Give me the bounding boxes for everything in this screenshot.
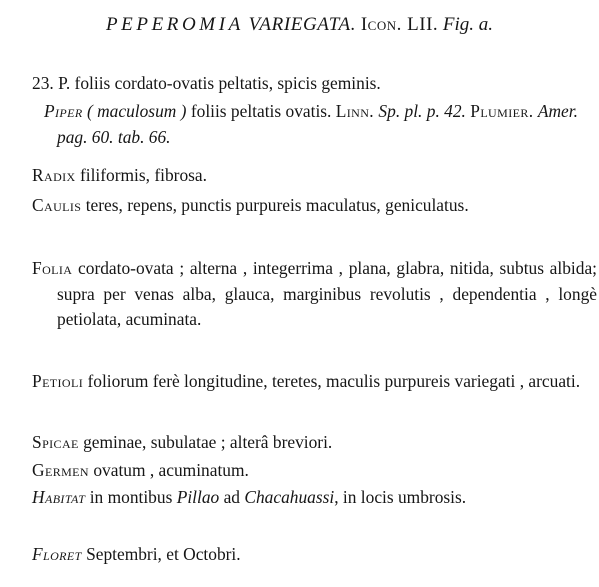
synonym-epithet: ( maculosum ): [86, 101, 187, 121]
radix-text: filiformis, fibrosa.: [79, 165, 207, 185]
synonym-reference: Sp. pl.: [378, 101, 423, 121]
radix-entry: [32, 163, 597, 189]
germen-entry: [32, 458, 597, 484]
synonym-reference-2: Amer. pag. 60. tab. 66.: [57, 101, 578, 147]
radix-term: Radix: [32, 165, 76, 185]
genus-name: PEPEROMIA: [105, 14, 244, 35]
synonym-author-2: Plumier.: [470, 101, 534, 121]
germen-term: Germen: [32, 460, 89, 480]
habitat-text-1: in montibus: [89, 487, 173, 507]
petioli-entry: [32, 369, 597, 395]
folia-entry: [32, 256, 597, 333]
habitat-entry: [32, 485, 597, 511]
caulis-text: teres, repens, punctis purpureis maculatus, geniculatus.: [85, 195, 469, 215]
synonym-page: p. 42.: [426, 101, 466, 121]
habitat-place-1: Pillao: [176, 487, 220, 507]
caulis-entry: [32, 193, 597, 219]
spicae-text: geminae, subulatae ; alterâ breviori.: [83, 432, 333, 452]
habitat-term: Habitat: [32, 487, 86, 507]
diagnosis-text: P. foliis cordato-ovatis peltatis, spicis geminis.: [58, 73, 381, 93]
floret-entry: [32, 542, 597, 568]
figure-reference: Fig. a.: [442, 14, 494, 35]
synonym-author: Linn.: [335, 101, 375, 121]
spicae-entry: [32, 430, 597, 456]
habitat-text-2: ad: [223, 487, 240, 507]
habitat-text-3: , in locis umbrosis.: [334, 487, 467, 507]
plate-reference: Icon. LII.: [360, 14, 439, 35]
entry-number: 23.: [32, 73, 54, 93]
habitat-place-2: Chacahuassi: [244, 487, 335, 507]
synonym-text: foliis peltatis ovatis.: [190, 101, 332, 121]
species-title: [0, 14, 599, 36]
germen-text: ovatum , acuminatum.: [93, 460, 249, 480]
synonym-genus: Piper: [44, 101, 83, 121]
petioli-term: Petioli: [32, 371, 84, 391]
caulis-term: Caulis: [32, 195, 82, 215]
folia-term: Folia: [32, 258, 73, 278]
floret-term: Floret: [32, 544, 82, 564]
spicae-term: Spicae: [32, 432, 79, 452]
floret-text: Septembri, et Octobri.: [86, 544, 241, 564]
synonym-entry: [32, 99, 597, 150]
petioli-text: foliorum ferè longitudine, teretes, maculis purpureis variegati , arcuati.: [87, 371, 581, 391]
folia-text: cordato-ovata ; alterna , integerrima , plana, glabra, nitida, subtus albida; supra per venas alba, glauca, marginibus revolutis , dependentia , longè petiolata, acuminata.: [57, 258, 597, 329]
diagnosis-entry: [32, 71, 597, 97]
species-name: VARIEGATA.: [248, 14, 357, 35]
